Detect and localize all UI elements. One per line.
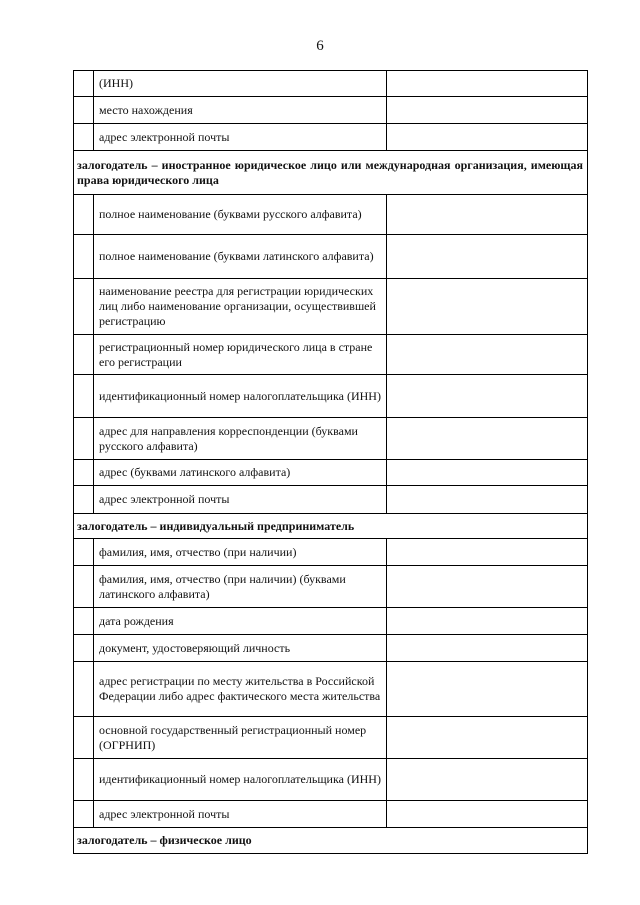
field-value-cell[interactable] bbox=[387, 418, 588, 460]
field-value-cell[interactable] bbox=[387, 460, 588, 486]
field-value-cell[interactable] bbox=[387, 335, 588, 375]
indent-cell bbox=[74, 97, 94, 124]
field-value-cell[interactable] bbox=[387, 486, 588, 514]
field-label: адрес (буквами латинского алфавита) bbox=[94, 460, 387, 486]
indent-cell bbox=[74, 539, 94, 566]
indent-cell bbox=[74, 71, 94, 97]
field-value-cell[interactable] bbox=[387, 71, 588, 97]
form-body bbox=[74, 71, 588, 854]
field-value-cell[interactable] bbox=[387, 97, 588, 124]
indent-cell bbox=[74, 759, 94, 801]
field-value-cell[interactable] bbox=[387, 195, 588, 235]
field-label: (ИНН) bbox=[94, 71, 387, 97]
field-value-cell[interactable] bbox=[387, 375, 588, 418]
field-label: идентификационный номер налогоплательщика (ИНН) bbox=[94, 759, 387, 801]
field-value-cell[interactable] bbox=[387, 635, 588, 662]
field-label: адрес регистрации по месту жительства в Российской Федерации либо адрес фактического места жительства bbox=[94, 662, 387, 717]
table-row bbox=[74, 801, 588, 828]
table-row bbox=[74, 97, 588, 124]
indent-cell bbox=[74, 375, 94, 418]
table-row bbox=[74, 335, 588, 375]
table-row bbox=[74, 460, 588, 486]
table-row bbox=[74, 195, 588, 235]
indent-cell bbox=[74, 235, 94, 279]
table-row bbox=[74, 759, 588, 801]
field-label: адрес электронной почты bbox=[94, 124, 387, 151]
field-value-cell[interactable] bbox=[387, 566, 588, 608]
table-row bbox=[74, 279, 588, 335]
table-row bbox=[74, 662, 588, 717]
table-row bbox=[74, 566, 588, 608]
indent-cell bbox=[74, 566, 94, 608]
field-label: документ, удостоверяющий личность bbox=[94, 635, 387, 662]
field-label: адрес для направления корреспонденции (буквами русского алфавита) bbox=[94, 418, 387, 460]
indent-cell bbox=[74, 801, 94, 828]
table-row bbox=[74, 486, 588, 514]
section-title: залогодатель – иностранное юридическое лицо или международная организация, имеющая права юридического лица bbox=[74, 151, 588, 195]
pledgor-form-table bbox=[73, 70, 588, 854]
indent-cell bbox=[74, 279, 94, 335]
field-value-cell[interactable] bbox=[387, 608, 588, 635]
field-value-cell[interactable] bbox=[387, 539, 588, 566]
field-value-cell[interactable] bbox=[387, 124, 588, 151]
table-row bbox=[74, 539, 588, 566]
page-number: 6 bbox=[316, 38, 324, 54]
indent-cell bbox=[74, 335, 94, 375]
indent-cell bbox=[74, 635, 94, 662]
field-value-cell[interactable] bbox=[387, 717, 588, 759]
field-label: место нахождения bbox=[94, 97, 387, 124]
indent-cell bbox=[74, 662, 94, 717]
field-value-cell[interactable] bbox=[387, 279, 588, 335]
field-label: адрес электронной почты bbox=[94, 486, 387, 514]
field-value-cell[interactable] bbox=[387, 235, 588, 279]
field-label: полное наименование (буквами латинского алфавита) bbox=[94, 235, 387, 279]
field-label: полное наименование (буквами русского алфавита) bbox=[94, 195, 387, 235]
indent-cell bbox=[74, 460, 94, 486]
section-title: залогодатель – физическое лицо bbox=[74, 828, 588, 854]
field-value-cell[interactable] bbox=[387, 662, 588, 717]
field-label: фамилия, имя, отчество (при наличии) (буквами латинского алфавита) bbox=[94, 566, 387, 608]
indent-cell bbox=[74, 486, 94, 514]
table-row bbox=[74, 635, 588, 662]
table-row bbox=[74, 717, 588, 759]
table-row bbox=[74, 235, 588, 279]
indent-cell bbox=[74, 195, 94, 235]
table-row bbox=[74, 608, 588, 635]
table-row bbox=[74, 418, 588, 460]
field-label: фамилия, имя, отчество (при наличии) bbox=[94, 539, 387, 566]
field-value-cell[interactable] bbox=[387, 801, 588, 828]
indent-cell bbox=[74, 608, 94, 635]
section-header-row bbox=[74, 151, 588, 195]
indent-cell bbox=[74, 124, 94, 151]
section-header-row bbox=[74, 828, 588, 854]
indent-cell bbox=[74, 717, 94, 759]
field-value-cell[interactable] bbox=[387, 759, 588, 801]
field-label: основной государственный регистрационный номер (ОГРНИП) bbox=[94, 717, 387, 759]
field-label: наименование реестра для регистрации юридических лиц либо наименование организации, осуществившей регистрацию bbox=[94, 279, 387, 335]
section-title: залогодатель – индивидуальный предприниматель bbox=[74, 514, 588, 539]
section-header-row bbox=[74, 514, 588, 539]
table-row bbox=[74, 71, 588, 97]
table-row bbox=[74, 375, 588, 418]
field-label: адрес электронной почты bbox=[94, 801, 387, 828]
table-row bbox=[74, 124, 588, 151]
field-label: дата рождения bbox=[94, 608, 387, 635]
indent-cell bbox=[74, 418, 94, 460]
field-label: регистрационный номер юридического лица в стране его регистрации bbox=[94, 335, 387, 375]
field-label: идентификационный номер налогоплательщика (ИНН) bbox=[94, 375, 387, 418]
